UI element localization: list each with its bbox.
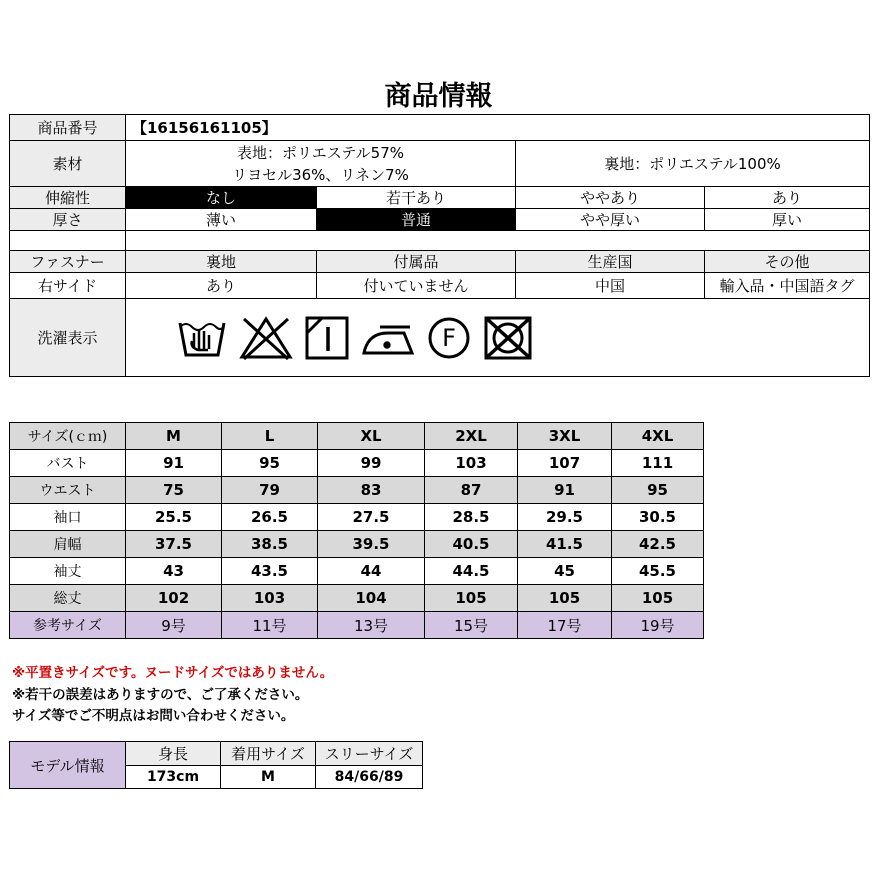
lining-value: あり [126,273,317,299]
size-cell: 43.5 [222,558,318,585]
product-info-table [9,114,870,377]
size-row-reference [10,612,704,639]
dry-clean-letter: F [442,323,456,352]
no-bleach-icon [238,315,294,361]
care-row [10,299,870,377]
size-cell: 111 [612,450,704,477]
care-label: 洗濯表示 [10,299,126,377]
blank-cell [10,231,126,251]
size-cell: 37.5 [126,531,222,558]
blank-row [10,231,870,251]
size-cell: 99 [318,450,425,477]
detail-value-row [10,273,870,299]
lining-header: 裏地 [126,251,317,273]
size-cell: 29.5 [518,504,612,531]
model-label: モデル情報 [10,742,126,789]
size-row-bust [10,450,704,477]
thickness-option-thick: 厚い [705,209,870,231]
iron-low-icon [360,315,416,361]
note-contact: サイズ等でご不明点はお問い合わせください。 [12,708,295,724]
country-value: 中国 [516,273,705,299]
accessories-header: 付属品 [317,251,516,273]
size-row-waist [10,477,704,504]
size-cell: 39.5 [318,531,425,558]
thickness-label: 厚さ [10,209,126,231]
size-cell: 30.5 [612,504,704,531]
size-cell: 95 [612,477,704,504]
size-col-4xl: 4XL [612,423,704,450]
dry-clean-f-icon [426,315,472,361]
notes [12,663,333,728]
model-header-row [10,742,423,766]
thickness-option-normal: 普通 [317,209,516,231]
size-cell: 40.5 [425,531,518,558]
hand-wash-icon [176,315,228,361]
product-number-label: 商品番号 [10,115,126,141]
row-label: ウエスト [10,477,126,504]
size-col-l: L [222,423,318,450]
note-flat-measurement: ※平置きサイズです。ヌードサイズではありません。 [12,665,334,681]
model-size-value: M [221,766,316,789]
size-cell: 15号 [425,612,518,639]
blank-cell-wide [126,231,870,251]
size-cell: 11号 [222,612,318,639]
model-height-value: 173cm [126,766,221,789]
size-cell: 102 [126,585,222,612]
size-cell: 79 [222,477,318,504]
stretch-option-yes: あり [705,187,870,209]
size-cell: 45.5 [612,558,704,585]
note-tolerance: ※若干の誤差はありますので、ご了承ください。 [12,686,309,703]
size-cell: 41.5 [518,531,612,558]
product-number-row [10,115,870,141]
model-info-table [9,741,423,789]
stretch-label: 伸縮性 [10,187,126,209]
size-cell: 28.5 [425,504,518,531]
size-cell: 27.5 [318,504,425,531]
size-row-length [10,585,704,612]
zipper-value: 右サイド [10,273,126,299]
page-title: 商品情報 [384,81,493,112]
material-outer-line2: リヨセル36%、リネン7% [232,165,409,184]
row-label: 総丈 [10,585,126,612]
size-cell: 19号 [612,612,704,639]
size-cell: 44 [318,558,425,585]
material-lining: 裏地：ポリエステル100% [516,141,870,187]
zipper-header: ファスナー [10,251,126,273]
size-cell: 38.5 [222,531,318,558]
stretch-option-some: ややあり [516,187,705,209]
country-header: 生産国 [516,251,705,273]
size-cell: 42.5 [612,531,704,558]
size-header-label: サイズ(ｃｍ) [10,423,126,450]
size-cell: 87 [425,477,518,504]
size-cell: 9号 [126,612,222,639]
size-cell: 103 [222,585,318,612]
material-outer [126,141,516,187]
row-label: バスト [10,450,126,477]
line-dry-icon [304,315,350,361]
size-cell: 91 [518,477,612,504]
size-row-sleeve [10,558,704,585]
size-cell: 17号 [518,612,612,639]
size-cell: 95 [222,450,318,477]
size-cell: 107 [518,450,612,477]
model-measurements-value: 84/66/89 [316,766,423,789]
size-cell: 91 [126,450,222,477]
product-number-value: 【16156161105】 [126,115,870,141]
detail-header-row [10,251,870,273]
size-col-m: M [126,423,222,450]
size-header-row [10,423,704,450]
material-label: 素材 [10,141,126,187]
stretch-option-none: なし [126,187,317,209]
row-label: 肩幅 [10,531,126,558]
model-size-header: 着用サイズ [221,742,316,766]
size-cell: 105 [425,585,518,612]
size-cell: 43 [126,558,222,585]
row-label: 袖丈 [10,558,126,585]
thickness-row [10,209,870,231]
size-cell: 25.5 [126,504,222,531]
size-cell: 45 [518,558,612,585]
stretch-row [10,187,870,209]
care-icons-cell [126,299,870,377]
model-measurements-header: スリーサイズ [316,742,423,766]
size-cell: 44.5 [425,558,518,585]
row-label: 袖口 [10,504,126,531]
size-cell: 103 [425,450,518,477]
size-cell: 75 [126,477,222,504]
material-row [10,141,870,187]
size-cell: 104 [318,585,425,612]
size-col-2xl: 2XL [425,423,518,450]
row-label: 参考サイズ [10,612,126,639]
size-row-cuff [10,504,704,531]
size-col-xl: XL [318,423,425,450]
accessories-value: 付いていません [317,273,516,299]
size-cell: 83 [318,477,425,504]
other-header: その他 [705,251,870,273]
size-cell: 105 [518,585,612,612]
model-height-header: 身長 [126,742,221,766]
size-table [9,422,704,639]
other-value: 輸入品・中国語タグ [705,273,870,299]
stretch-option-slight: 若干あり [317,187,516,209]
size-col-3xl: 3XL [518,423,612,450]
thickness-option-slightly-thick: やや厚い [516,209,705,231]
size-cell: 13号 [318,612,425,639]
thickness-option-thin: 薄い [126,209,317,231]
care-icons [126,314,869,362]
material-outer-line1: 表地：ポリエステル57% [237,143,404,162]
size-cell: 26.5 [222,504,318,531]
no-tumble-dry-icon [482,314,534,362]
size-cell: 105 [612,585,704,612]
size-row-shoulder [10,531,704,558]
